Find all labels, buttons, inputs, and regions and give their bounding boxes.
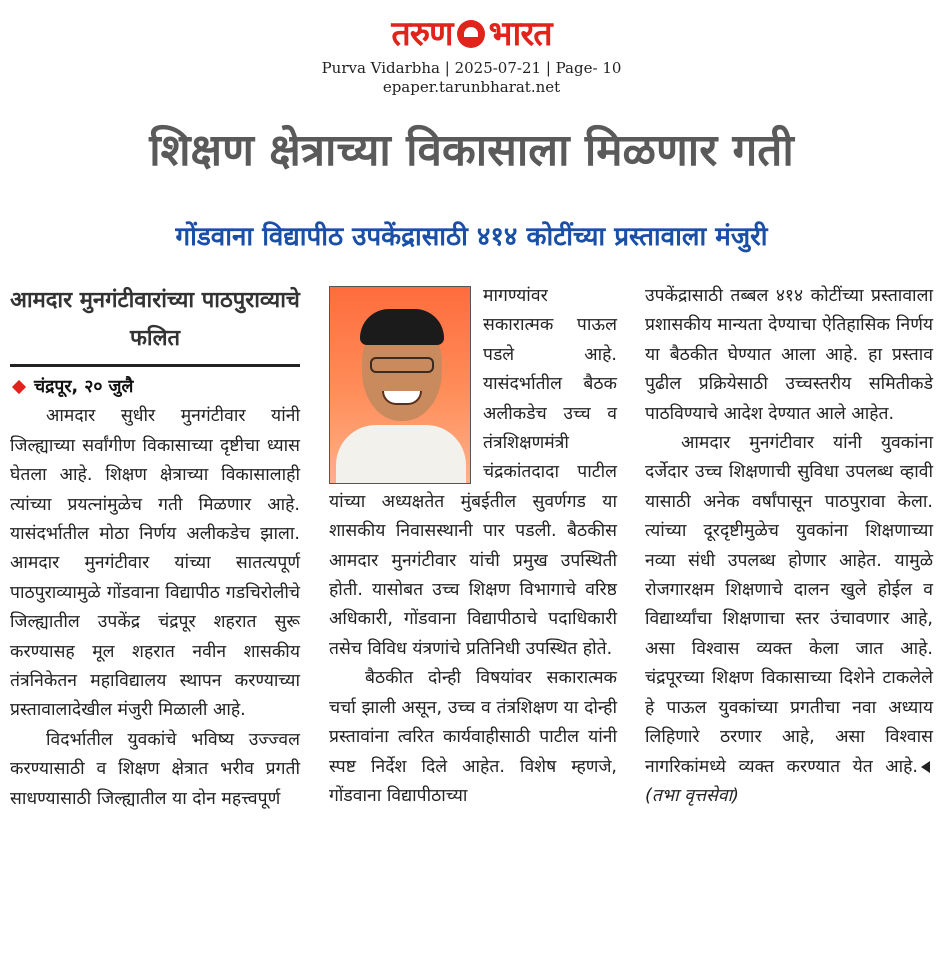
article-column-1	[10, 282, 300, 814]
politician-photo	[329, 286, 471, 484]
logo-text-left: तरुण	[391, 14, 453, 54]
body-paragraph: विदर्भातील युवकांचे भविष्य उज्ज्वल करण्यासाठी व शिक्षण क्षेत्रात भरीव प्रगती साधण्यासाठी जिल्ह्यातील या दोन महत्त्वपूर्ण	[10, 729, 300, 809]
body-paragraph-final	[645, 429, 933, 811]
body-paragraph: बैठकीत दोन्ही विषयांवर सकारात्मक चर्चा झाली असून, उच्च व तंत्रशिक्षण या दोन्ही प्रस्तावांना त्वरित कार्यवाहीसाठी पाटील यांनी स्पष्ट निर्देश दिले आहेत. विशेष म्हणजे, गोंडवाना विद्यापीठाच्या	[329, 668, 617, 806]
photo-hair	[360, 309, 444, 345]
kicker-divider	[10, 364, 300, 367]
body-paragraph-text: आमदार मुनगंटीवार यांनी युवकांना दर्जेदार उच्च शिक्षणाची सुविधा उपलब्ध व्हावी यासाठी अनेक वर्षांपासून पाठपुरावा केला. त्यांच्या दूरदृष्टीमुळेच युवकांना शिक्षणाच्या नव्या संधी उपलब्ध होणार आहेत. यामुळे रोजगारक्षम शिक्षणाचे दालन खुले होईल व विद्यार्थ्यांचा शिक्षणाचा स्तर उंचावणार आहे, असा विश्वास व्यक्त केला जात आहे. चंद्रपूरच्या शिक्षण विकासाच्या दिशेने टाकलेले हे पाऊल युवकांच्या प्रगतीचा नवा अध्याय लिहिणारे ठरणार आहे, असा विश्वास नागरिकांमध्ये व्यक्त करण्यात येत आहे.	[645, 433, 933, 777]
body-paragraph: मागण्यांवर सकारात्मक पाऊल पडले आहे. यासंदर्भातील बैठक अलीकडेच उच्च व तंत्रशिक्षणमंत्री चंद्रकांतदादा पाटील यांच्या अध्यक्षतेत मुंबईतील सुवर्णगड या शासकीय निवासस्थानी पार पडली. बैठकीस आमदार मुनगंटीवार यांची प्रमुख उपस्थिती होती. यासोबत उच्च शिक्षण विभागाचे वरिष्ठ अधिकारी, गोंडवाना विद्यापीठाचे पदाधिकारी तसेच विविध यंत्रणांचे प्रतिनिधी उपस्थित होते.	[329, 286, 617, 659]
diamond-bullet-icon	[12, 380, 26, 394]
body-paragraph: आमदार सुधीर मुनगंटीवार यांनी जिल्ह्याच्या सर्वांगीण विकासाच्या दृष्टीचा ध्यास घेतला आहे. शिक्षण क्षेत्राच्या विकासालाही त्यांच्या प्रयत्नांमुळेच गती मिळणार आहे. यासंदर्भातील मोठा निर्णय अलीकडेच झाला. आमदार मुनगंटीवार यांच्या सातत्यपूर्ण पाठपुराव्यामुळे गोंडवाना विद्यापीठ गडचिरोलीचे जिल्ह्यातील उपकेंद्र चंद्रपूर शहरात सुरू करण्यासह मूल शहरात नवीन शासकीय तंत्रनिकेतन महाविद्यालय स्थापन करण्याच्या प्रस्तावालादेखील मंजुरी मिळाली आहे.	[10, 406, 300, 721]
body-paragraph: उपकेंद्रासाठी तब्बल ४१४ कोटींच्या प्रस्तावाला प्रशासकीय मान्यता देण्याचा ऐतिहासिक निर्णय या बैठकीत घेण्यात आला आहे. हा प्रस्ताव पुढील प्रक्रियेसाठी उच्चस्तरीय समितीकडे पाठविण्याचे आदेश देण्यात आले आहेत.	[645, 286, 933, 424]
masthead	[0, 14, 943, 96]
end-triangle-icon	[921, 761, 930, 773]
epaper-url: epaper.tarunbharat.net	[382, 78, 561, 96]
edition-meta: Purva Vidarbha | 2025-07-21 | Page- 10	[321, 59, 622, 77]
dateline	[10, 373, 300, 402]
logo-text-right: भारत	[488, 14, 552, 54]
article-kicker: आमदार मुनगंटीवारांच्या पाठपुराव्याचे फलित	[10, 288, 300, 351]
photo-shirt	[336, 425, 466, 484]
article-column-2	[329, 282, 617, 811]
photo-glasses	[370, 357, 434, 373]
article-subheadline: गोंडवाना विद्यापीठ उपकेंद्रासाठी ४१४ कोटींच्या प्रस्तावाला मंजुरी	[175, 222, 768, 252]
dateline-text: चंद्रपूर, २० जुलै	[34, 377, 134, 397]
article-column-3	[645, 282, 933, 811]
emblem-icon	[457, 20, 485, 48]
article-headline: शिक्षण क्षेत्राच्या विकासाला मिळणार गती	[149, 125, 794, 176]
newspaper-logo	[391, 14, 551, 54]
news-credit: (तभा वृत्तसेवा)	[645, 785, 739, 806]
